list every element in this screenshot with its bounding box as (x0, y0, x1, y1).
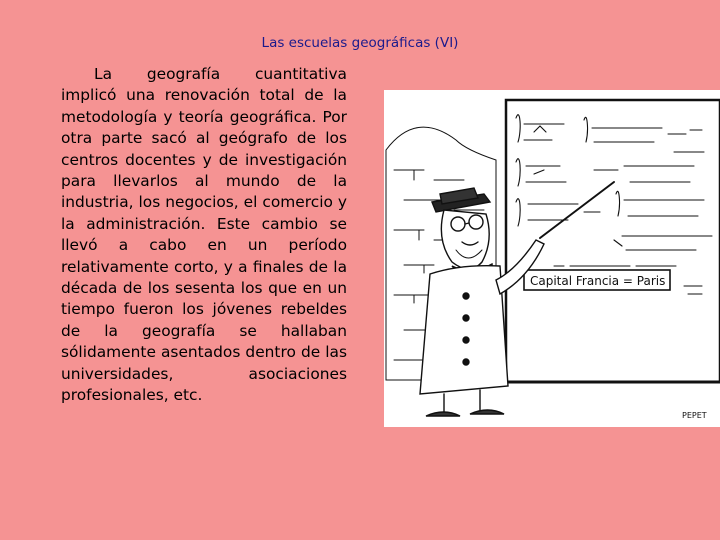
cartoon-illustration (384, 90, 720, 427)
artist-signature: PEPET (682, 411, 707, 420)
board-text: Capital Francia = Paris (530, 274, 666, 288)
slide-title: Las escuelas geográficas (VI) (261, 35, 459, 51)
body-paragraph: La geografía cuantitativa implicó una renovación total de la metodología y teoría geográfica. Por otra parte sacó al geógrafo de los centros docentes y de investigación para llevarlos al mundo de la industria, los negocios, el comercio y la administración. Este cambio se llevó a cabo en un período relativamente corto, y a finales de la década de los sesenta los que en un tiempo fueron los jóvenes rebeldes de la geografía se hallaban sólidamente asentados dentro de las universidades, asociaciones profesionales, etc. (61, 65, 347, 405)
